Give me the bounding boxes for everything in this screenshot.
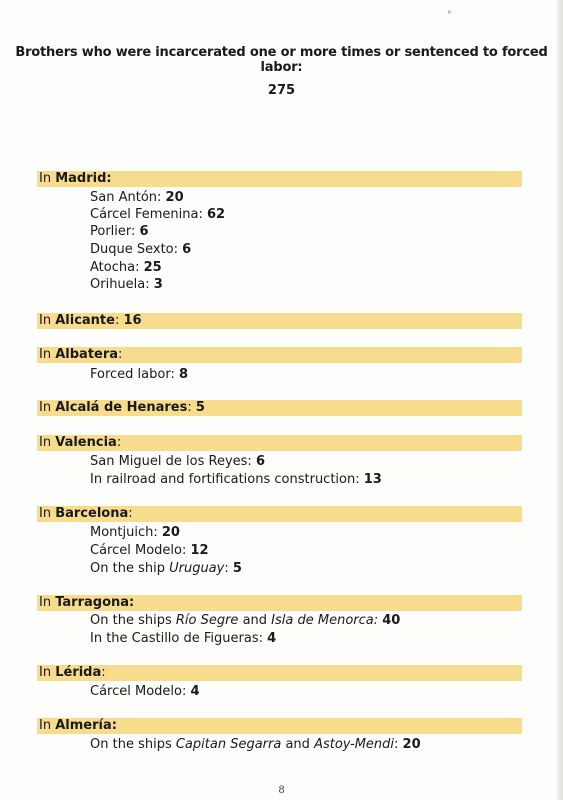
place-value: 5 — [195, 400, 205, 415]
entry-value: 13 — [363, 472, 382, 487]
in-label: In — [39, 313, 52, 328]
place-name: Lérida — [55, 665, 102, 680]
entry-label: Cárcel Femenina: — [90, 207, 207, 222]
entry-label: Duque Sexto: — [90, 242, 183, 257]
entry-value: 40 — [382, 613, 401, 628]
entry-label: Porlier: — [90, 224, 140, 239]
entry-label: Montjuich: — [90, 525, 162, 540]
separator: : — [101, 665, 106, 680]
list-item — [90, 276, 163, 293]
section-header-barcelona — [37, 506, 522, 522]
in-label: In — [39, 347, 52, 362]
entry-value: 3 — [153, 277, 163, 292]
list-item — [90, 560, 242, 577]
place-name: Barcelona — [55, 506, 129, 521]
separator: : — [187, 400, 196, 415]
list-item — [90, 736, 421, 753]
ship-name: Capitan Segarra — [175, 737, 282, 752]
in-label: In — [39, 435, 52, 450]
list-item — [90, 471, 382, 488]
list-item — [90, 453, 265, 470]
section-header-albatera — [37, 347, 522, 363]
section-header-valencia — [37, 435, 522, 451]
list-item — [90, 542, 209, 559]
red-mark: ⸗ — [448, 7, 451, 16]
section-header-alicante — [37, 313, 522, 329]
place-name: Alicante — [55, 313, 115, 328]
ship-name: Isla de Menorca: — [271, 613, 379, 628]
entry-value: 25 — [143, 260, 162, 275]
separator: : — [118, 347, 123, 362]
separator: : — [114, 313, 124, 328]
page-number: 8 — [278, 785, 285, 796]
page-edge — [557, 0, 563, 800]
entry-label: On the ship — [90, 561, 170, 576]
separator: : — [394, 737, 403, 752]
separator: : — [116, 435, 122, 450]
entry-value: 4 — [267, 631, 277, 646]
entry-value: 6 — [182, 242, 192, 257]
section-header-madrid — [37, 171, 522, 187]
list-item — [90, 366, 188, 383]
place-name: Almería: — [55, 718, 117, 733]
section-header-lerida — [37, 665, 522, 681]
entry-value: 20 — [165, 190, 184, 205]
entry-value: 20 — [161, 525, 180, 540]
place-name: Madrid: — [55, 171, 112, 186]
entry-value: 6 — [255, 454, 265, 469]
entry-label: Forced labor: — [90, 367, 179, 382]
place-name: Albatera — [55, 347, 119, 362]
entry-label: Orihuela: — [90, 277, 154, 292]
list-item — [90, 524, 180, 541]
separator: : — [128, 506, 133, 521]
in-label: In — [39, 595, 52, 610]
entry-value: 6 — [139, 224, 149, 239]
list-item — [90, 612, 400, 629]
entry-value: 62 — [207, 207, 226, 222]
list-item — [90, 206, 225, 223]
place-name: Tarragona: — [55, 595, 135, 610]
list-item — [90, 630, 276, 647]
list-item — [90, 223, 149, 240]
list-item — [90, 241, 191, 258]
in-label: In — [39, 400, 52, 415]
entry-value: 5 — [232, 561, 242, 576]
entry-label: San Miguel de los Reyes: — [90, 454, 256, 469]
conjunction: and — [238, 613, 272, 628]
entry-value: 12 — [190, 543, 209, 558]
entry-label: Cárcel Modelo: — [90, 684, 191, 699]
list-item — [90, 259, 162, 276]
entry-label: On the ships — [90, 613, 176, 628]
place-value: 16 — [123, 313, 142, 328]
in-label: In — [39, 665, 52, 680]
section-header-alcala — [37, 400, 522, 416]
entry-label: On the ships — [90, 737, 176, 752]
place-name: Alcalá de Henares — [55, 400, 188, 415]
entry-label: In the Castillo de Figueras: — [90, 631, 268, 646]
ship-name: Río Segre — [175, 613, 239, 628]
list-item — [90, 683, 200, 700]
entry-label: Cárcel Modelo: — [90, 543, 191, 558]
entry-label: In railroad and fortifications construction: — [90, 472, 364, 487]
ship-name: Astoy-Mendi — [314, 737, 395, 752]
entry-label: San Antón: — [90, 190, 166, 205]
entry-value: 4 — [190, 684, 200, 699]
separator: : — [224, 561, 233, 576]
section-header-almeria — [37, 718, 522, 734]
in-label: In — [39, 171, 52, 186]
place-name: Valencia — [55, 435, 117, 450]
in-label: In — [39, 506, 52, 521]
section-header-tarragona — [37, 595, 522, 611]
in-label: In — [39, 718, 52, 733]
total-count: 275 — [267, 83, 296, 98]
entry-value: 20 — [402, 737, 421, 752]
entry-value: 8 — [178, 367, 189, 382]
page-title: Brothers who were incarcerated one or more times or sentenced to forced labor: — [15, 45, 548, 75]
list-item — [90, 189, 184, 206]
entry-label: Atocha: — [90, 260, 144, 275]
conjunction: and — [281, 737, 315, 752]
ship-name: Uruguay — [169, 561, 225, 576]
